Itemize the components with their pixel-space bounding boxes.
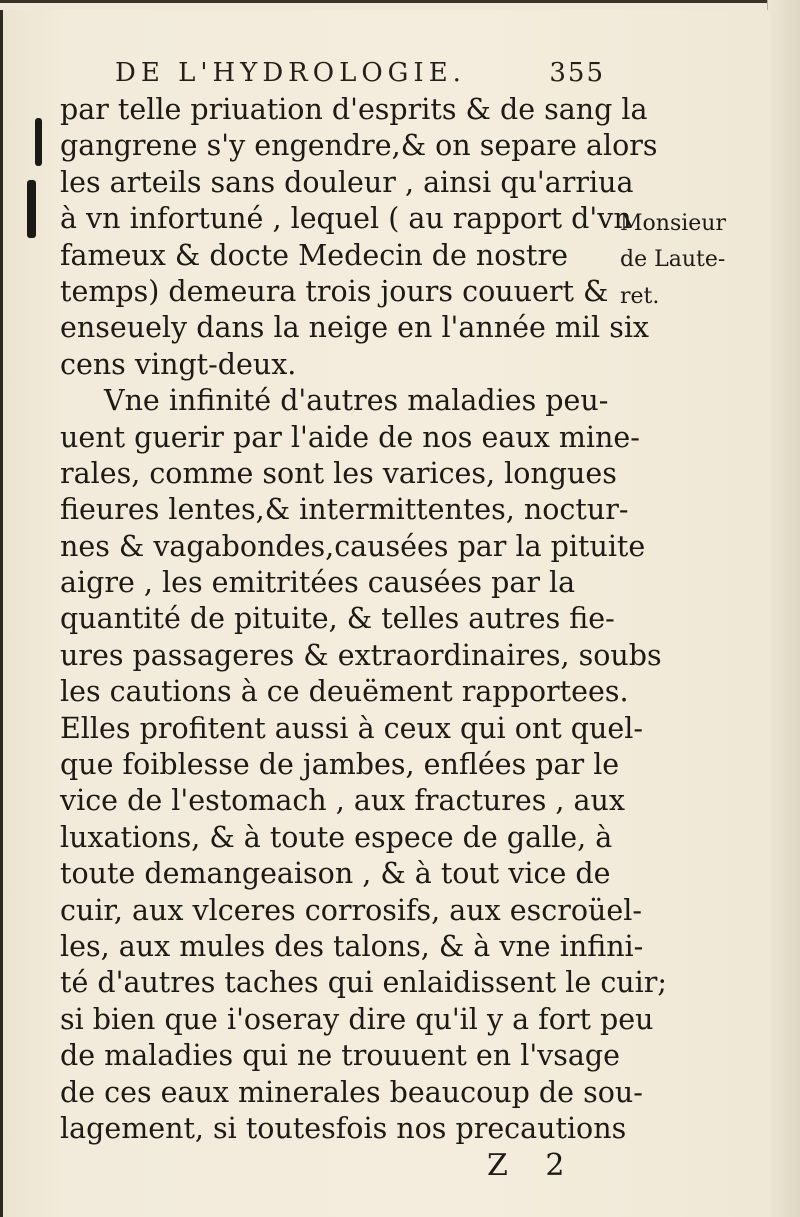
page-number: 355 <box>549 58 605 88</box>
margin-note-line: de Laute- <box>620 247 726 273</box>
running-header <box>115 58 605 94</box>
text-line: si bien que i'oseray dire qu'il y a fort peu <box>60 1002 654 1036</box>
text-line: cuir, aux vlceres corrosifs, aux escroüel- <box>60 893 642 927</box>
paragraph-start-line: Vne infinité d'autres maladies peu- <box>104 384 609 418</box>
binding-mark <box>35 118 42 166</box>
text-line: aigre , les emitritées causées par la <box>60 566 576 600</box>
text-line: les cautions à ce deuëment rapportees. <box>60 675 629 709</box>
text-line: lagement, si toutesfois nos precautions <box>60 1111 627 1145</box>
text-line: ures passageres & extraordinaires, soubs <box>60 638 662 672</box>
binding-mark <box>27 180 36 238</box>
text-line: toute demangeaison , & à tout vice de <box>60 857 611 891</box>
text-line: gangrene s'y engendre,& on separe alors <box>60 129 658 163</box>
text-line: de ces eaux minerales beaucoup de sou- <box>60 1075 643 1109</box>
text-line: uent guerir par l'aide de nos eaux mine- <box>60 420 640 454</box>
signature-mark: Z 2 <box>487 1148 579 1183</box>
text-line: enseuely dans la neige en l'année mil six <box>60 311 650 345</box>
text-line: Elles profitent aussi à ceux qui ont quel- <box>60 711 643 745</box>
text-line: temps) demeura trois jours couuert & <box>60 274 609 308</box>
text-line: les arteils sans douleur , ainsi qu'arriua <box>60 165 634 199</box>
text-line: rales, comme sont les varices, longues <box>60 456 617 490</box>
text-line: luxations, & à toute espece de galle, à <box>60 820 613 854</box>
scan-right-edge <box>767 0 800 1217</box>
text-line: quantité de pituite, & telles autres fie- <box>60 602 615 636</box>
text-line: cens vingt-deux. <box>60 347 297 381</box>
text-line: de maladies qui ne trouuent en l'vsage <box>60 1039 620 1073</box>
text-line: que foiblesse de jambes, enflées par le <box>60 748 620 782</box>
margin-note-line: ret. <box>620 283 660 309</box>
body-text <box>60 92 668 1147</box>
running-title: DE L'HYDROLOGIE. <box>115 58 466 88</box>
margin-note <box>620 206 750 315</box>
text-line: vice de l'estomach , aux fractures , aux <box>60 784 625 818</box>
text-line: té d'autres taches qui enlaidissent le cuir; <box>60 966 668 1000</box>
text-line: fameux & docte Medecin de nostre <box>60 238 568 272</box>
text-line: par telle priuation d'esprits & de sang la <box>60 93 648 126</box>
text-line: les, aux mules des talons, & à vne infini- <box>60 929 644 963</box>
text-line: fieures lentes,& intermittentes, noctur- <box>60 493 629 527</box>
text-line: à vn infortuné , lequel ( au rapport d'vn <box>60 202 632 236</box>
margin-note-line: Monsieur <box>620 211 726 236</box>
text-line: nes & vagabondes,causées par la pituite <box>60 529 646 563</box>
